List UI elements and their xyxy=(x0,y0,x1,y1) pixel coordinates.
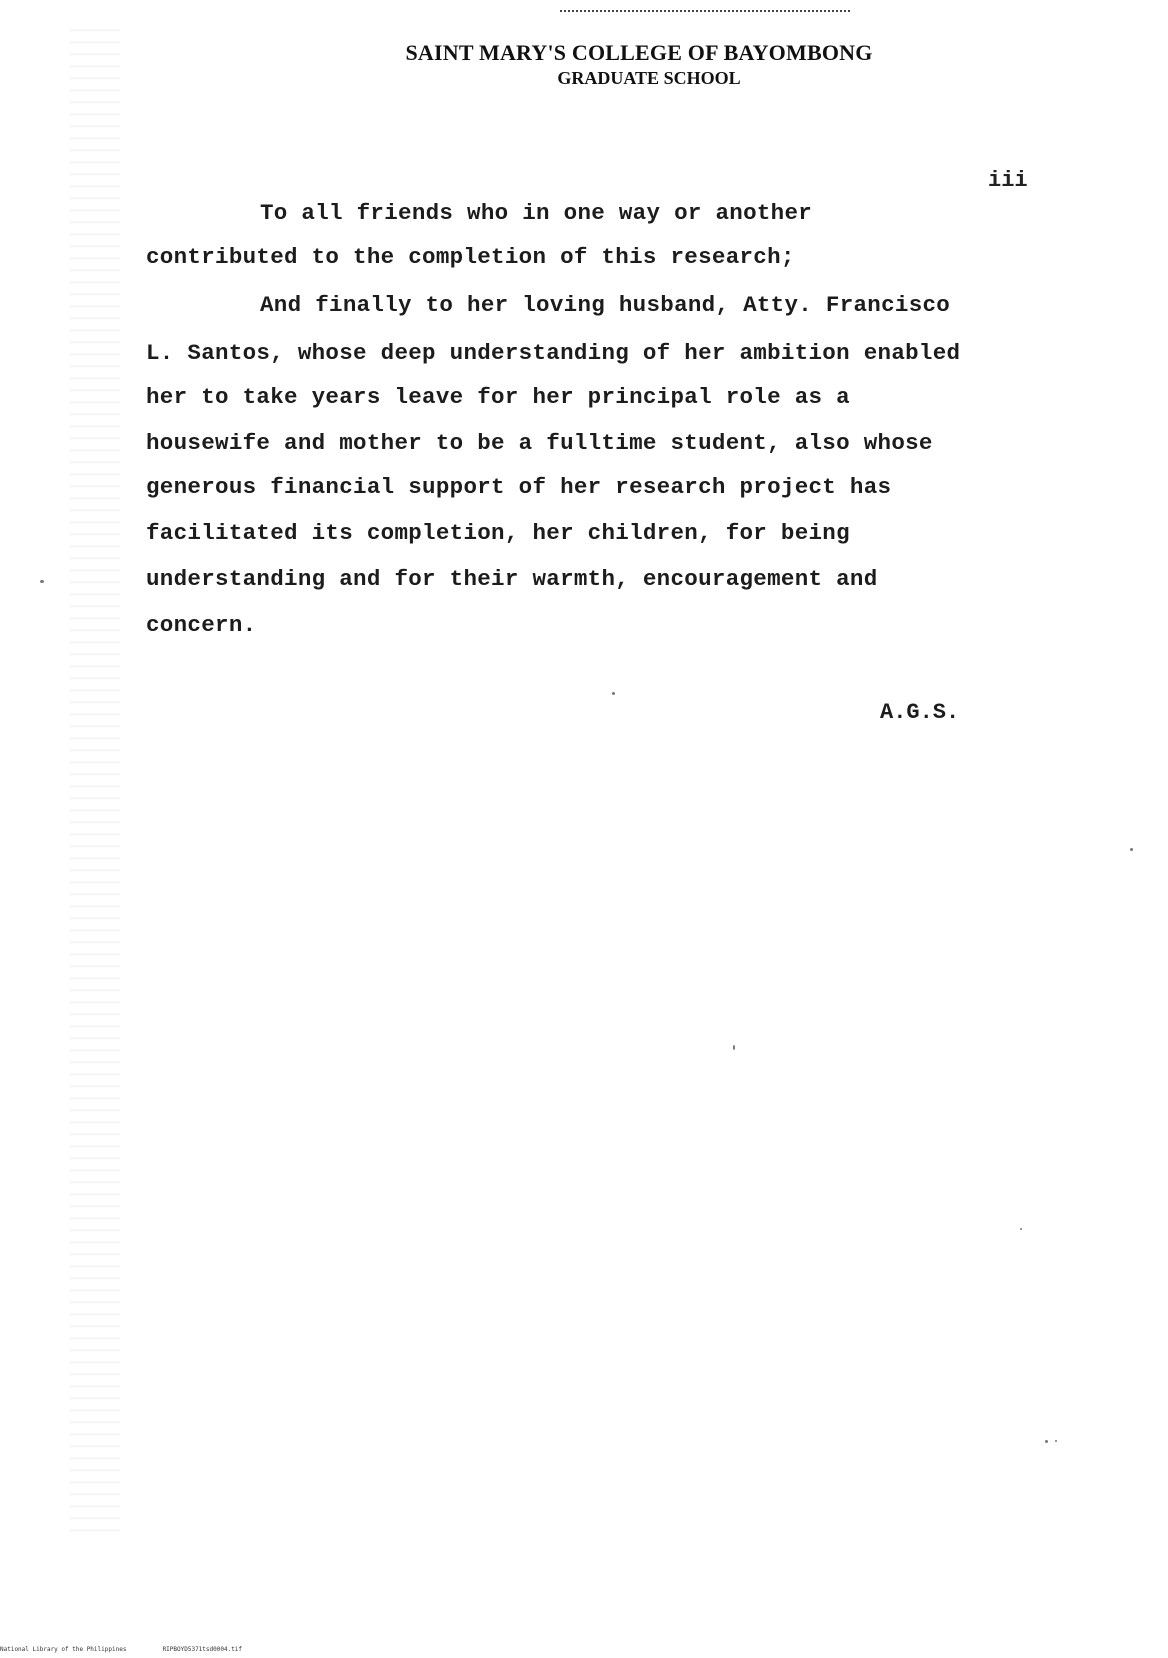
body-line: concern. xyxy=(146,612,257,638)
scan-speck xyxy=(1130,848,1133,851)
scan-top-rule xyxy=(560,10,850,12)
footer-library: National Library of the Philippines xyxy=(0,1646,127,1653)
scan-speck xyxy=(1055,1440,1057,1442)
body-line: housewife and mother to be a fulltime student, also whose xyxy=(146,430,933,456)
body-line: her to take years leave for her principal role as a xyxy=(146,384,850,410)
scan-left-edge-noise xyxy=(70,20,120,1540)
scan-speck xyxy=(1020,1228,1022,1230)
body-line: facilitated its completion, her children, for being xyxy=(146,520,850,546)
scan-speck xyxy=(40,580,44,583)
page-number: iii xyxy=(988,168,1028,193)
footer-filename: RIPBOYD5371tsd0004.tif xyxy=(162,1646,243,1653)
scan-speck xyxy=(612,692,615,695)
body-line: generous financial support of her research project has xyxy=(146,474,892,500)
scan-speck xyxy=(733,1045,735,1050)
body-line: And finally to her loving husband, Atty. Francisco xyxy=(260,292,951,318)
signature-initials: A.G.S. xyxy=(880,700,960,725)
institution-name: SAINT MARY'S COLLEGE OF BAYOMBONG xyxy=(405,40,873,65)
body-line: To all friends who in one way or another xyxy=(260,200,813,226)
scan-speck xyxy=(1045,1440,1048,1443)
body-line: contributed to the completion of this research; xyxy=(146,244,795,270)
body-line: understanding and for their warmth, encouragement and xyxy=(146,566,878,592)
school-name: GRADUATE SCHOOL xyxy=(557,68,741,88)
footer-source xyxy=(0,1646,242,1653)
body-line: L. Santos, whose deep understanding of her ambition enabled xyxy=(146,340,961,366)
